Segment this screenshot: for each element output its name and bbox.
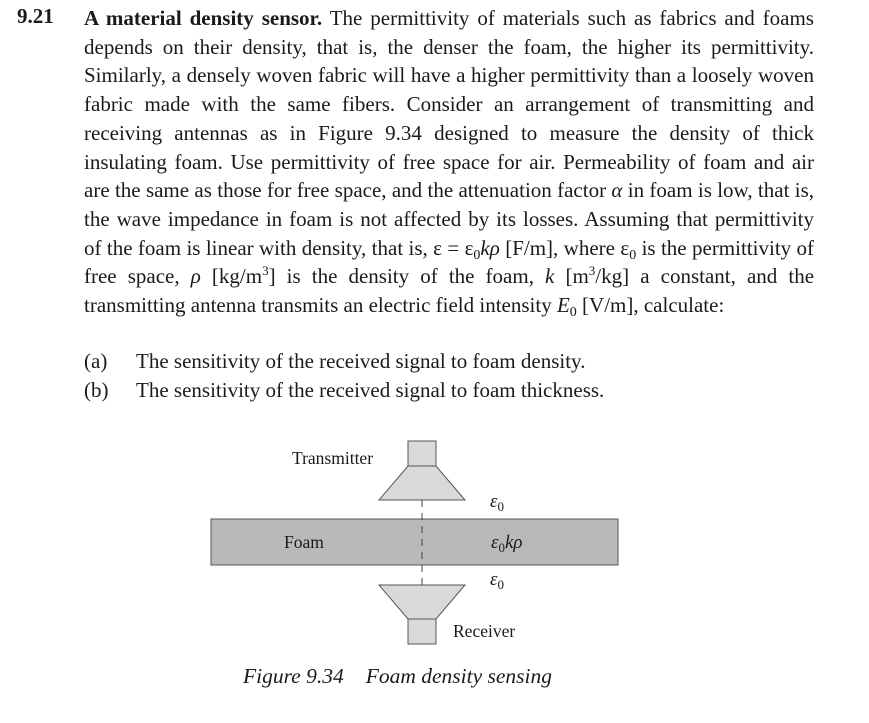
figure-title: Foam density sensing: [365, 664, 553, 688]
problem-text: /kg] a constant, and the transmitting antenna transmits an electric field intensity: [84, 264, 815, 318]
receiver-horn: [379, 585, 465, 619]
problem-number: 9.21: [17, 4, 54, 28]
epsilon-symbol: ε: [490, 491, 498, 512]
foam-layer: [211, 519, 618, 565]
sub-question-text: The sensitivity of the received signal to foam density.: [136, 349, 586, 373]
transmitter-label: Transmitter: [292, 448, 374, 468]
transmitter-body: [408, 441, 436, 466]
problem-text: is the permittivity of free space,: [84, 235, 815, 289]
figure-caption: [243, 664, 552, 689]
superscript: 3: [262, 263, 269, 279]
epsilon-symbol: ε: [490, 569, 498, 590]
problem-text: [V/m], calculate:: [576, 293, 725, 318]
transmitter-horn: [379, 466, 465, 500]
epsilon-subscript: 0: [497, 499, 504, 514]
epsilon-subscript: 0: [497, 577, 504, 592]
problem-text: The permittivity of materials such as fabrics and foams depends on their density, that is, the denser the foam, the higher its permittivity. Similarly, a densely woven fabric will have a higher permittivity than a loosely woven fabric made with the same fibers. Consider an arrangement of transmitting and receiving antennas as in Figure 9.34 designed to measure the density of thick insulating foam. Use permittivity of free space for air. Permeability of foam and air are the same as those for free space, and the attenuation factor: [84, 6, 814, 203]
sub-question-label: (b): [84, 378, 109, 402]
epsilon-air-bottom: [490, 569, 504, 592]
subscript: 0: [629, 247, 637, 263]
subscript: 0: [473, 247, 481, 263]
receiver-label: Receiver: [453, 621, 516, 641]
rho-symbol: ρ: [190, 264, 201, 289]
problem-text: [m: [554, 264, 589, 289]
problem-text: [F/m], where ε: [499, 235, 630, 260]
k-symbol: k: [545, 264, 555, 289]
alpha-symbol: α: [611, 178, 623, 203]
kp-symbol: kρ: [480, 235, 500, 260]
problem-text: ] is the density of the foam,: [268, 264, 546, 289]
epsilon-subscript: 0: [498, 540, 505, 555]
e-symbol: E: [556, 293, 570, 318]
problem-title: A material density sensor.: [84, 6, 323, 30]
epsilon-symbol: ε: [491, 532, 499, 553]
figure-number: Figure 9.34: [243, 664, 344, 688]
receiver-body: [408, 619, 436, 644]
epsilon-foam: [491, 532, 523, 555]
foam-label: Foam: [284, 532, 324, 552]
epsilon-air-top: [490, 491, 504, 514]
subscript: 0: [569, 305, 577, 321]
problem-text: [kg/m: [200, 264, 263, 289]
superscript: 3: [588, 263, 596, 279]
problem-text: in foam is low, that is, the wave impedance in foam is not affected by its losses. Assuming that permittivity of the foam is linear with density, that is, ε = ε: [84, 178, 815, 260]
kp-suffix: kρ: [505, 532, 523, 553]
sub-question-label: (a): [84, 349, 108, 373]
sub-question-text: The sensitivity of the received signal to foam thickness.: [136, 378, 605, 402]
